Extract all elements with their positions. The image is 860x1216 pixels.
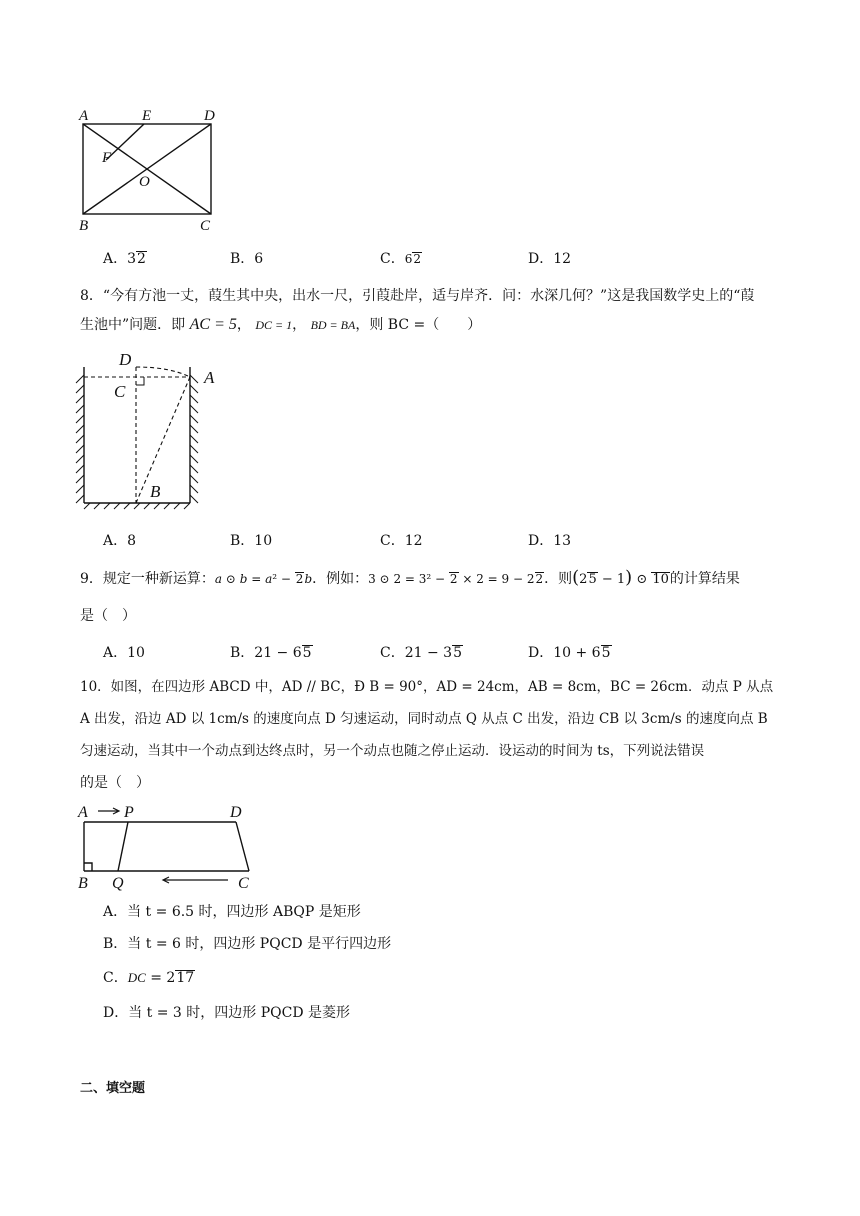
q8-option-a-text: 8 (127, 533, 137, 549)
q9-option-d: D．10 + 65 (528, 645, 611, 661)
q8-eq2: DC = 1 (255, 318, 293, 332)
figure-q10-trapezoid (72, 800, 262, 895)
q8-option-c-letter: C． (380, 533, 405, 549)
figure-q7-rectangle (70, 100, 230, 240)
q7-option-d (528, 248, 571, 268)
q9-then: ．则 (544, 571, 573, 587)
q10-label-D: D (230, 804, 242, 821)
q8-line2: 生池中”问题．即 AC = 5， DC = 1， BD = BA，则 BC =（ ） (80, 316, 482, 333)
q8-option-c (380, 530, 423, 550)
q10-label-C: C (238, 875, 249, 892)
figure-q8-pool (70, 345, 240, 515)
q7-option-c: C．62 (380, 251, 421, 267)
q8-label-D: D (119, 350, 132, 369)
q10-option-b: B．当 t = 6 时，四边形 PQCD 是平行四边形 (103, 936, 392, 952)
label-D: D (204, 108, 215, 124)
q8-label-C: C (114, 382, 126, 401)
q8-option-a-letter: A． (103, 533, 128, 549)
q8-line2-post: ，则 BC =（ ） (355, 317, 482, 333)
q9-line1-pre: 9．规定一种新运算： (80, 571, 215, 587)
q8-line1: 8．“今有方池一丈，葭生其中央，出水一尺，引葭赴岸，适与岸齐．问：水深几何？”这是我国数学史上的“葭 (80, 288, 755, 304)
q9-option-a (103, 642, 145, 662)
q7-option-d-letter: D． (528, 251, 554, 267)
label-O: O (139, 174, 150, 190)
q9-example-label: ．例如： (312, 571, 369, 587)
q10-label-A: A (78, 804, 88, 821)
q9-option-a-letter: A． (103, 645, 128, 661)
q8-label-B: B (150, 482, 161, 501)
q8-eq3: BD = BA (310, 318, 356, 332)
q10-label-B: B (78, 875, 88, 892)
q8-option-b-letter: B． (230, 533, 255, 549)
q7-option-b-letter: B． (230, 251, 255, 267)
label-C: C (200, 218, 211, 234)
q10-line2: A 出发，沿边 AD 以 1cm/s 的速度向点 D 匀速运动，同时动点 Q 从点 C 出发，沿边 CB 以 3cm/s 的速度向点 B (80, 711, 768, 727)
section-title: 二、填空题 (80, 1081, 146, 1096)
q10-line4: 的是（ ） (80, 775, 150, 791)
q10-option-a: A．当 t = 6.5 时，四边形 ABQP 是矩形 (103, 904, 361, 920)
q10-label-P: P (124, 804, 134, 821)
q9-definition: a ⊙ b = a² − 2b (214, 572, 313, 586)
q10-label-Q: Q (112, 875, 124, 892)
q10-line1: 10．如图，在四边形 ABCD 中，AD // BC，Ð B = 90°，AD = 24cm，AB = 8cm，BC = 26cm．动点 P 从点 (80, 679, 774, 695)
q7-option-d-text: 12 (553, 251, 572, 267)
label-E: E (142, 108, 152, 124)
q8-option-c-text: 12 (404, 533, 423, 549)
q9-line1-post: 的计算结果 (669, 571, 740, 587)
q8-option-b (230, 530, 272, 550)
q7-option-a: A．32 (103, 251, 146, 267)
q8-label-A: A (204, 368, 215, 387)
q8-option-a (103, 530, 136, 550)
q8-eq1: AC = 5 (189, 316, 237, 333)
q8-option-d-text: 13 (553, 533, 572, 549)
label-F: F (102, 150, 112, 166)
q8-option-d-letter: D． (528, 533, 554, 549)
q10-option-d: D．当 t = 3 时，四边形 PQCD 是菱形 (103, 1005, 351, 1021)
q9-option-b: B．21 − 65 (230, 645, 312, 661)
q8-option-d (528, 530, 571, 550)
q9-line2: 是（ ） (80, 608, 136, 624)
label-B: B (79, 218, 89, 234)
q9-line1 (80, 568, 740, 590)
label-A: A (79, 108, 89, 124)
q9-example: 3 ⊙ 2 = 3² − 2 × 2 = 9 − 22 (368, 572, 544, 586)
q10-option-c: C．DC = 217 (103, 970, 195, 986)
q10-line3: 匀速运动，当其中一个动点到达终点时，另一个动点也随之停止运动．设运动的时间为 ts，下列说法错误 (80, 743, 705, 759)
q7-option-b-text: 6 (254, 251, 264, 267)
q7-option-b (230, 248, 263, 268)
q9-option-c: C．21 − 35 (380, 645, 462, 661)
q9-expression: (25 − 1) ⊙ 10 (572, 567, 669, 588)
q8-line2-pre: 生池中”问题．即 (80, 317, 186, 333)
q8-option-b-text: 10 (254, 533, 273, 549)
q9-option-a-text: 10 (127, 645, 145, 661)
